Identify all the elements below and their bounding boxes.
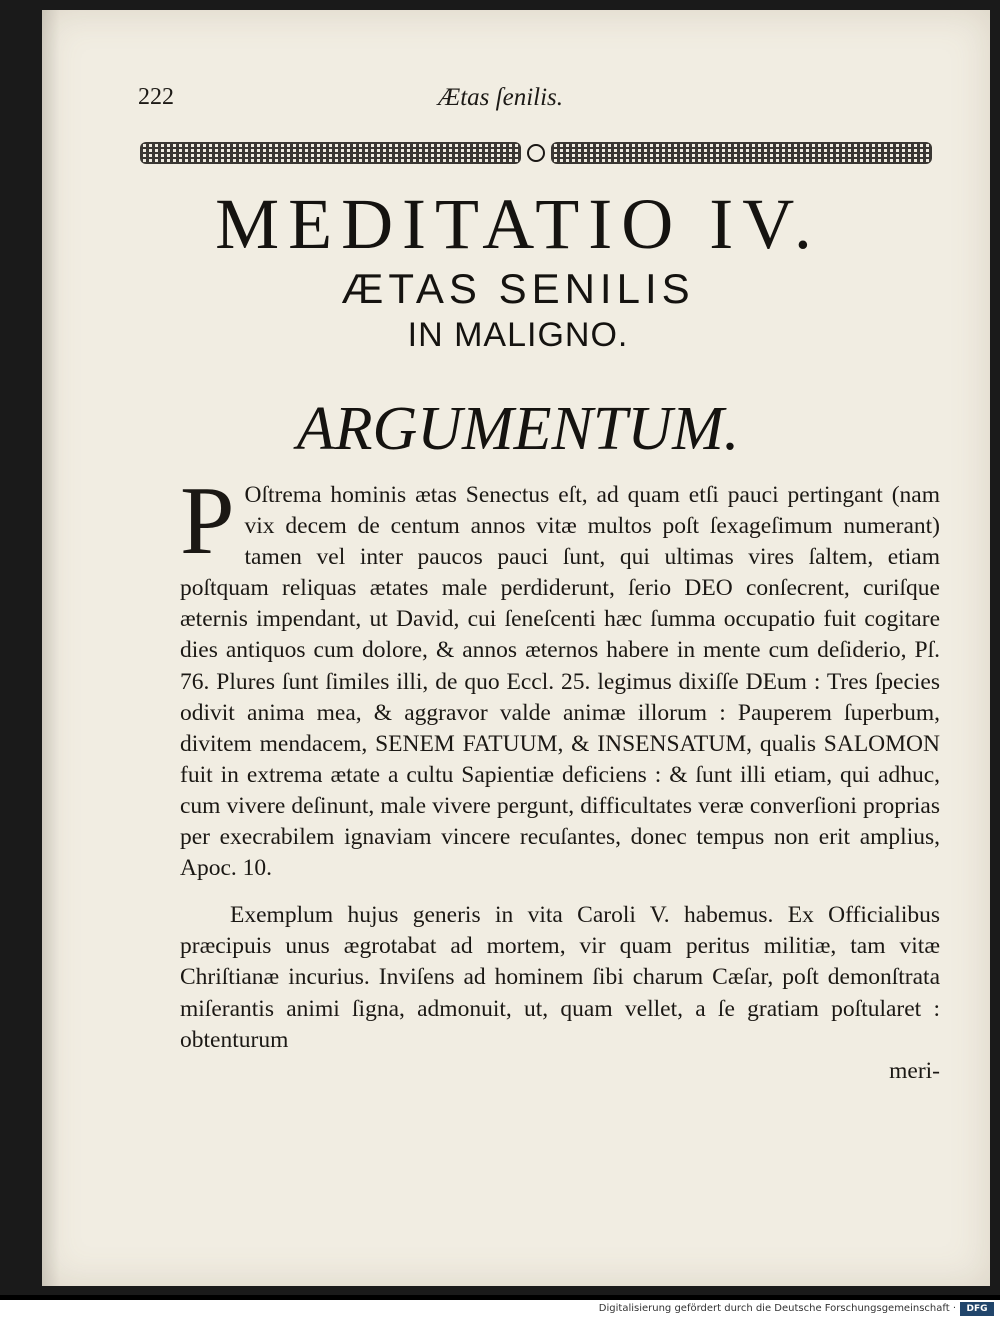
body-text bbox=[180, 467, 940, 1087]
paragraph-2: Exemplum hujus generis in vita Caroli V. habemus. Ex Officialibus præcipuis unus ægrotabat ad mortem, vir quam peritus militiæ, tam vitæ Chriſtianæ incurius. Inviſens ad hominem ſibi charum Cæſar, poſt demonſtrata miſerantis animi ſigna, admonuit, ut, quam vellet, a ſe gratiam poſtularet : obtenturum bbox=[180, 902, 940, 1053]
paragraph-1 bbox=[180, 467, 940, 884]
running-title: Ætas ſenilis. bbox=[438, 84, 564, 111]
heading-argumentum: ARGUMENTUM. bbox=[296, 395, 740, 463]
footer-credit: Digitalisierung gefördert durch die Deutsche Forschungsgemeinschaft · bbox=[598, 1303, 956, 1314]
ornament-right bbox=[551, 142, 932, 164]
page-number: 222 bbox=[138, 84, 174, 110]
ornament-left bbox=[140, 142, 521, 164]
catchword: meri- bbox=[889, 1057, 940, 1084]
footer-bar bbox=[0, 1300, 1000, 1319]
paragraph-1-text: Oſtrema hominis ætas Senectus eſt, ad quam etſi pauci pertingant (nam vix decem de centum annos vitæ multos poſt ſexageſimum numerant) tamen vel inter paucos pauci ſunt, qui ultimas vires ſaltem, etiam poſtquam reliquas ætates male perdiderunt, ſerio DEO conſecrent, curiſque æternis impendant, ut David, cui ſeneſcenti hæc ſumma occupatio fuit cogitare dies antiquos cum dolore, & annos æternos habere in mente cum deſiderio, Pſ. 76. Plures ſunt ſimiles illi, de quo Eccl. 25. legimus dixiſſe DEum : Tres ſpecies odivit anima mea, & aggravor valde animæ illorum : Pauperem ſuperbum, divitem mendacem, SENEM FATUUM, & INSENSATUM, qualis SALOMON fuit in extrema ætate a cultu Sapientiæ deficiens : & ſunt illi etiam, qui adhuc, cum vivere deſinunt, male vivere pergunt, difficultates veræ converſioni proprias per execrabilem ignaviam vincere recuſantes, donec tempus non erit amplius, Apoc. 10. bbox=[180, 482, 940, 882]
heading-in-maligno: IN MALIGNO. bbox=[407, 316, 629, 354]
running-head bbox=[138, 84, 898, 118]
ornament-center-icon bbox=[527, 144, 545, 162]
dfg-logo-icon: DFG bbox=[960, 1302, 994, 1316]
heading-meditatio: MEDITATIO IV. bbox=[215, 184, 821, 264]
drop-cap: P bbox=[180, 467, 235, 575]
ornament-band bbox=[138, 138, 934, 168]
heading-aetas: ÆTAS SENILIS bbox=[341, 265, 695, 312]
